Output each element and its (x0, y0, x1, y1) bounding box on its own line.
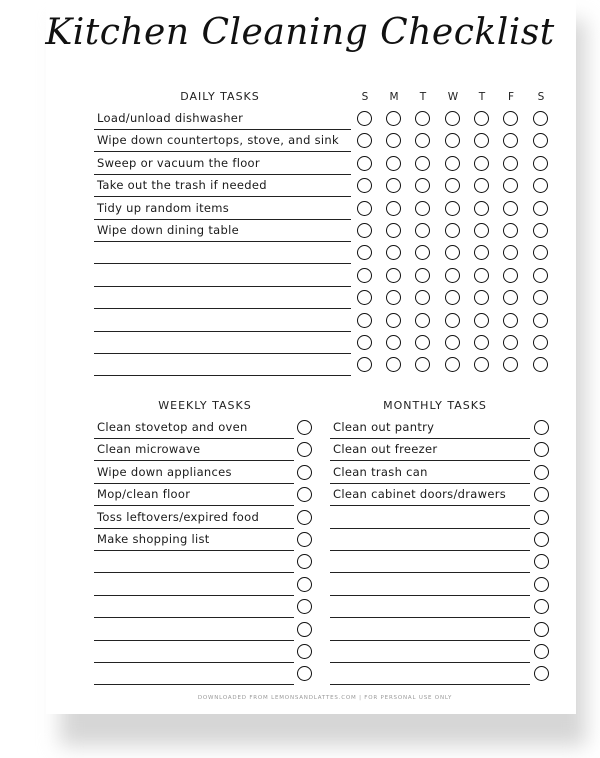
daily-task-row (94, 242, 351, 264)
day-tue-checkbox[interactable] (415, 111, 430, 126)
day-wed-checkbox[interactable] (445, 268, 460, 283)
monthly-task-row (330, 619, 530, 641)
monthly-task-row (330, 596, 530, 618)
day-sun-checkbox[interactable] (357, 268, 372, 283)
day-mon-checkbox[interactable] (386, 223, 401, 238)
daily-task-label: Sweep or vacuum the floor (97, 155, 260, 170)
weekly-task-label: Toss leftovers/expired food (97, 509, 260, 524)
daily-task-row (94, 310, 351, 332)
monthly-task-label: Clean trash can (333, 464, 428, 479)
day-thu-checkbox[interactable] (474, 313, 489, 328)
write-in-line[interactable] (94, 375, 351, 376)
weekly-checkbox[interactable] (297, 532, 312, 547)
monthly-task-row (330, 529, 530, 551)
daily-task-row (94, 153, 351, 175)
weekly-checkbox[interactable] (297, 622, 312, 637)
weekly-tasks-heading: WEEKLY TASKS (158, 399, 252, 412)
day-tue-checkbox[interactable] (415, 335, 430, 350)
weekly-task-row (94, 484, 294, 506)
day-sat-header: S (537, 91, 545, 103)
weekly-task-row (94, 596, 294, 618)
day-sun-checkbox[interactable] (357, 111, 372, 126)
daily-task-row (94, 130, 351, 152)
day-sat-checkbox[interactable] (533, 223, 548, 238)
monthly-task-row (330, 417, 530, 439)
day-sun-checkbox[interactable] (357, 313, 372, 328)
daily-task-row (94, 220, 351, 242)
day-mon-checkbox[interactable] (386, 111, 401, 126)
monthly-task-row (330, 507, 530, 529)
daily-task-row (94, 354, 351, 376)
weekly-task-label: Clean microwave (97, 442, 201, 457)
day-tue-checkbox[interactable] (415, 268, 430, 283)
weekly-task-label: Clean stovetop and oven (97, 420, 248, 434)
day-sat-checkbox[interactable] (533, 313, 548, 328)
daily-task-label: Wipe down dining table (97, 223, 239, 237)
daily-task-label: Take out the trash if needed (97, 178, 267, 193)
weekly-task-label: Make shopping list (97, 532, 210, 546)
day-thu-checkbox[interactable] (474, 268, 489, 283)
weekly-checkbox[interactable] (297, 644, 312, 659)
day-tue-header: T (419, 91, 427, 103)
monthly-checkbox[interactable] (534, 644, 549, 659)
day-sat-checkbox[interactable] (533, 111, 548, 126)
monthly-task-row (330, 439, 530, 461)
write-in-line[interactable] (330, 684, 530, 685)
footer-note: DOWNLOADED FROM LEMONSANDLATTES.COM | FOR PERSONAL USE ONLY (197, 695, 453, 701)
page-title: Kitchen Cleaning Checklist (45, 12, 555, 53)
day-thu-header: T (478, 91, 486, 103)
day-thu-checkbox[interactable] (474, 156, 489, 171)
day-fri-checkbox[interactable] (503, 111, 518, 126)
monthly-checkbox[interactable] (534, 532, 549, 547)
write-in-line[interactable] (94, 684, 294, 685)
day-fri-checkbox[interactable] (503, 156, 518, 171)
monthly-checkbox[interactable] (534, 420, 549, 435)
monthly-task-row (330, 574, 530, 596)
day-sun-checkbox[interactable] (357, 223, 372, 238)
weekly-task-row (94, 574, 294, 596)
monthly-checkbox[interactable] (534, 622, 549, 637)
day-mon-checkbox[interactable] (386, 268, 401, 283)
day-fri-checkbox[interactable] (503, 335, 518, 350)
day-tue-checkbox[interactable] (415, 156, 430, 171)
day-thu-checkbox[interactable] (474, 201, 489, 216)
monthly-tasks-heading: MONTHLY TASKS (383, 399, 487, 412)
daily-task-row (94, 332, 351, 354)
monthly-task-label: Clean out pantry (333, 420, 435, 434)
day-wed-checkbox[interactable] (445, 201, 460, 216)
day-mon-checkbox[interactable] (386, 156, 401, 171)
day-mon-checkbox[interactable] (386, 201, 401, 216)
day-thu-checkbox[interactable] (474, 223, 489, 238)
weekly-task-row (94, 619, 294, 641)
daily-task-label: Load/unload dishwasher (97, 111, 244, 125)
day-fri-checkbox[interactable] (503, 313, 518, 328)
weekly-checkbox[interactable] (297, 577, 312, 592)
day-sat-checkbox[interactable] (533, 268, 548, 283)
day-sun-checkbox[interactable] (357, 201, 372, 216)
day-wed-checkbox[interactable] (445, 111, 460, 126)
weekly-task-row (94, 551, 294, 573)
day-sat-checkbox[interactable] (533, 335, 548, 350)
monthly-task-row (330, 641, 530, 663)
weekly-checkbox[interactable] (297, 510, 312, 525)
daily-task-row (94, 108, 351, 130)
day-fri-checkbox[interactable] (503, 223, 518, 238)
day-sat-checkbox[interactable] (533, 156, 548, 171)
monthly-task-row (330, 484, 530, 506)
day-mon-header: M (389, 91, 399, 103)
weekly-checkbox[interactable] (297, 465, 312, 480)
daily-task-row (94, 198, 351, 220)
day-tue-checkbox[interactable] (415, 313, 430, 328)
day-sun-checkbox[interactable] (357, 335, 372, 350)
weekly-task-row (94, 417, 294, 439)
weekly-task-row (94, 507, 294, 529)
weekly-task-row (94, 641, 294, 663)
day-wed-checkbox[interactable] (445, 335, 460, 350)
weekly-task-row (94, 439, 294, 461)
daily-task-label: Wipe down countertops, stove, and sink (97, 133, 339, 148)
weekly-task-row (94, 462, 294, 484)
monthly-checkbox[interactable] (534, 465, 549, 480)
day-fri-checkbox[interactable] (503, 201, 518, 216)
day-wed-header: W (447, 91, 459, 103)
day-wed-checkbox[interactable] (445, 223, 460, 238)
daily-task-row (94, 175, 351, 197)
weekly-task-row (94, 663, 294, 685)
daily-task-row (94, 287, 351, 309)
day-thu-checkbox[interactable] (474, 335, 489, 350)
monthly-checkbox[interactable] (534, 577, 549, 592)
daily-task-row (94, 265, 351, 287)
weekly-checkbox[interactable] (297, 420, 312, 435)
weekly-task-row (94, 529, 294, 551)
daily-tasks-heading: DAILY TASKS (180, 90, 260, 103)
daily-task-label: Tidy up random items (97, 200, 230, 215)
monthly-task-row (330, 462, 530, 484)
monthly-task-label: Clean out freezer (333, 442, 438, 457)
weekly-task-label: Wipe down appliances (97, 464, 232, 479)
day-wed-checkbox[interactable] (445, 156, 460, 171)
monthly-task-label: Clean cabinet doors/drawers (333, 487, 507, 502)
day-mon-checkbox[interactable] (386, 313, 401, 328)
day-mon-checkbox[interactable] (386, 335, 401, 350)
day-sun-checkbox[interactable] (357, 156, 372, 171)
day-wed-checkbox[interactable] (445, 313, 460, 328)
monthly-task-row (330, 551, 530, 573)
monthly-task-row (330, 663, 530, 685)
day-tue-checkbox[interactable] (415, 201, 430, 216)
day-fri-checkbox[interactable] (503, 268, 518, 283)
day-sun-header: S (361, 91, 369, 103)
monthly-checkbox[interactable] (534, 510, 549, 525)
day-thu-checkbox[interactable] (474, 111, 489, 126)
weekly-task-label: Mop/clean floor (97, 487, 191, 502)
day-fri-header: F (507, 91, 515, 103)
day-tue-checkbox[interactable] (415, 223, 430, 238)
day-sat-checkbox[interactable] (533, 201, 548, 216)
